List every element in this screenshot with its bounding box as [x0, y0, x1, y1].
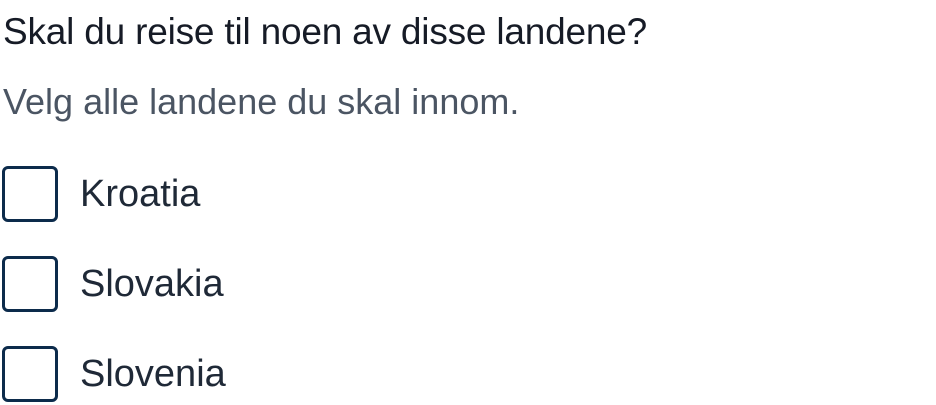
checkbox-label-kroatia[interactable]: Kroatia — [80, 173, 201, 215]
question-hint: Velg alle landene du skal innom. — [3, 81, 520, 122]
question-title: Skal du reise til noen av disse landene? — [3, 11, 648, 52]
checkbox-slovenia[interactable] — [2, 346, 58, 402]
checkbox-option-slovakia[interactable] — [2, 253, 224, 315]
checkbox-option-slovenia[interactable] — [2, 343, 226, 405]
checkbox-label-slovakia[interactable]: Slovakia — [80, 263, 224, 305]
checkbox-kroatia[interactable] — [2, 166, 58, 222]
checkbox-option-kroatia[interactable] — [2, 163, 200, 225]
checkbox-label-slovenia[interactable]: Slovenia — [80, 353, 226, 395]
checkbox-slovakia[interactable] — [2, 256, 58, 312]
